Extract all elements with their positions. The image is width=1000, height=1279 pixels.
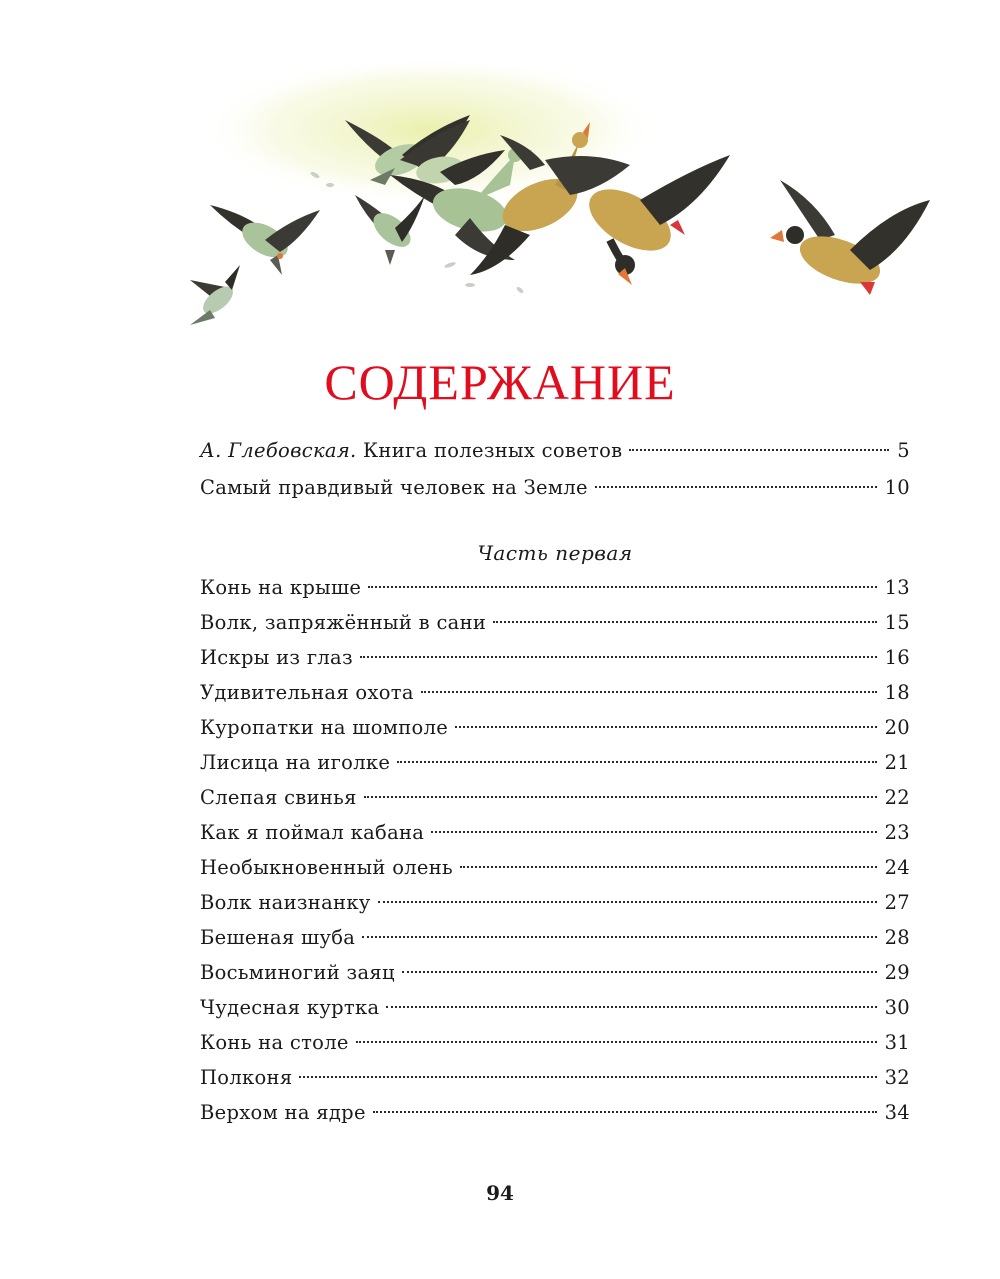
- flying-birds-illustration: [170, 60, 950, 350]
- toc-entry-title: Восьминогий заяц: [200, 961, 395, 984]
- part-heading: Часть первая: [477, 541, 633, 565]
- toc-entry-page: 10: [884, 476, 910, 499]
- dot-leader: [629, 449, 889, 451]
- toc-entry-title: Бешеная шуба: [200, 926, 356, 949]
- toc-entry-page: 21: [884, 751, 910, 774]
- dot-leader: [378, 901, 877, 903]
- toc-entry: [200, 436, 910, 466]
- toc-entry-title: Лисица на иголке: [200, 751, 391, 774]
- toc-entry-title: Чудесная куртка: [200, 996, 380, 1019]
- toc-entry-page: 13: [884, 576, 910, 599]
- toc-entry: [200, 1028, 910, 1058]
- bird-small-left: [190, 265, 240, 325]
- toc-entry-page: 22: [884, 786, 910, 809]
- toc-entry: [200, 573, 910, 603]
- toc-entry-title: Волк, запряжённый в сани: [200, 611, 487, 634]
- toc-entry-page: 29: [884, 961, 910, 984]
- toc-entry-title: Куропатки на шомполе: [200, 716, 449, 739]
- toc-entry: [200, 643, 910, 673]
- toc-entry-page: 28: [884, 926, 910, 949]
- dot-leader: [299, 1076, 876, 1078]
- toc-entry-title: Полконя: [200, 1066, 293, 1089]
- toc-entry: [200, 713, 910, 743]
- bird-pigeon-1: [210, 205, 320, 275]
- bird-pigeon-3: [355, 195, 425, 265]
- dot-leader: [360, 656, 877, 658]
- toc-entry-title: Самый правдивый человек на Земле: [200, 476, 588, 499]
- dot-leader: [595, 486, 877, 488]
- toc-entry: [200, 993, 910, 1023]
- toc-entry-author: А. Глебовская.: [200, 439, 357, 462]
- toc-entry-page: 5: [897, 439, 910, 462]
- toc-entry-page: 30: [884, 996, 910, 1019]
- dot-leader: [364, 796, 877, 798]
- dot-leader: [455, 726, 876, 728]
- toc-entry: [200, 958, 910, 988]
- toc-entry: [200, 923, 910, 953]
- toc-entry-title: Конь на крыше: [200, 576, 362, 599]
- toc-entry: [200, 1063, 910, 1093]
- toc-entry-title: Слепая свинья: [200, 786, 357, 809]
- toc-entry: [200, 678, 910, 708]
- toc-entry: [200, 783, 910, 813]
- toc-entry-page: 20: [884, 716, 910, 739]
- toc-entry-title: Верхом на ядре: [200, 1101, 366, 1124]
- bird-goose-3: [545, 155, 730, 285]
- toc-entry-title: Искры из глаз: [200, 646, 353, 669]
- toc-entry-label: [200, 436, 622, 466]
- toc-entry-page: 34: [884, 1101, 910, 1124]
- toc-entry: [200, 888, 910, 918]
- toc-entry-title: Необыкновенный олень: [200, 856, 453, 879]
- toc-entry-page: 16: [884, 646, 910, 669]
- toc-entry: [200, 818, 910, 848]
- page-title: СОДЕРЖАНИЕ: [324, 354, 676, 410]
- dot-leader: [431, 831, 876, 833]
- toc-entry-title: Удивительная охота: [200, 681, 414, 704]
- toc-entry-title: Как я поймал кабана: [200, 821, 425, 844]
- dot-leader: [460, 866, 877, 868]
- toc-entry-page: 32: [884, 1066, 910, 1089]
- bird-goose-right: [770, 180, 930, 295]
- toc-entry: [200, 748, 910, 778]
- toc-entry-page: 31: [884, 1031, 910, 1054]
- dot-leader: [386, 1006, 876, 1008]
- toc-entry-page: 15: [884, 611, 910, 634]
- toc-entry-title: Книга полезных советов: [363, 439, 623, 462]
- dot-leader: [362, 936, 876, 938]
- dot-leader: [373, 1111, 877, 1113]
- dot-leader: [493, 621, 876, 623]
- page-number: 94: [486, 1181, 514, 1205]
- toc-entry: [200, 473, 910, 503]
- toc-entry-page: 18: [884, 681, 910, 704]
- toc-entry-page: 27: [884, 891, 910, 914]
- toc-entry-page: 24: [884, 856, 910, 879]
- toc-entry: [200, 853, 910, 883]
- dot-leader: [368, 586, 876, 588]
- dot-leader: [402, 971, 877, 973]
- dot-leader: [356, 1041, 877, 1043]
- dot-leader: [421, 691, 877, 693]
- toc-entry-title: Конь на столе: [200, 1031, 349, 1054]
- dot-leader: [397, 761, 876, 763]
- toc-entry: [200, 608, 910, 638]
- toc-entry: [200, 1098, 910, 1128]
- toc-entry-page: 23: [884, 821, 910, 844]
- toc-entry-title: Волк наизнанку: [200, 891, 371, 914]
